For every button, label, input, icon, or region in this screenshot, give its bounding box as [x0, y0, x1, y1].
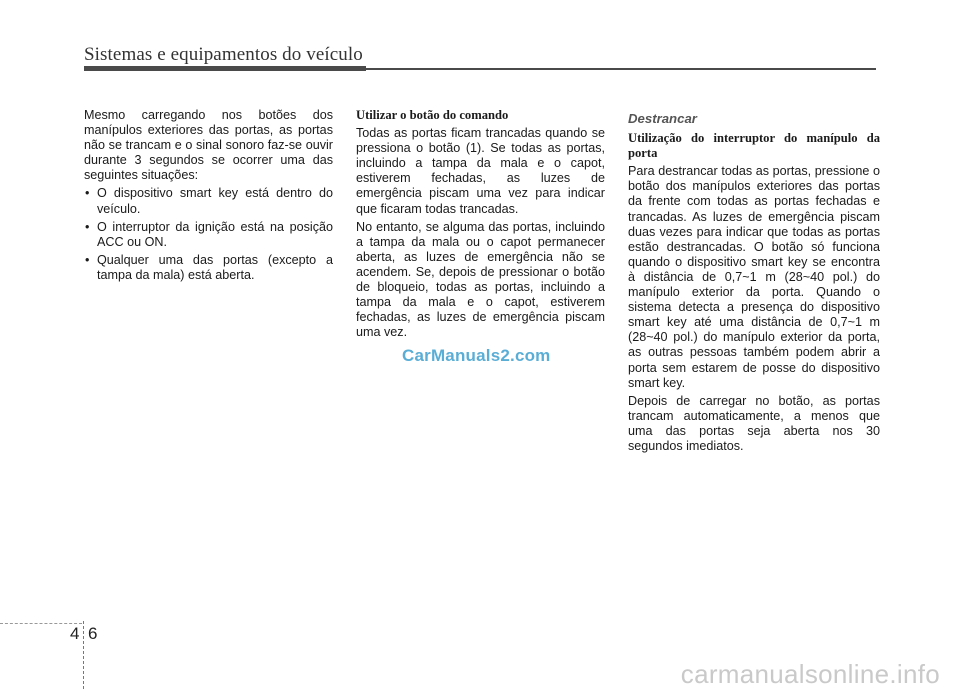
- paragraph: No entanto, se alguma das portas, incluindo a tampa da mala ou o capot permanecer aberta, as luzes de emergência não se acendem. Se, depois de pressionar o botão de bloqueio, todas as portas, incluindo a tampa da mala e o capot, estiverem fechadas, as luzes de emergência piscam uma vez.: [356, 219, 605, 340]
- column-right: [628, 111, 880, 457]
- conditions-list: [84, 186, 333, 283]
- page-number-divider: [83, 621, 84, 689]
- intro-paragraph: Mesmo carregando nos botões dos manípulos exteriores das portas, as portas não se trancam e o sinal sonoro faz-se ouvir durante 3 segundos se ocorrer uma das seguintes situações:: [84, 108, 333, 183]
- paragraph: Todas as portas ficam trancadas quando se pressiona o botão (1). Se todas as portas, incluindo a tampa da mala e o capot, estiverem fechadas, as luzes de emergência piscam uma vez para indicar que ficaram todas trancadas.: [356, 126, 605, 216]
- section-heading: Utilizar o botão do comando: [356, 108, 509, 122]
- header-rule-thin: [366, 68, 876, 70]
- section-heading: Utilização do interruptor do manípulo da porta: [628, 131, 880, 161]
- watermark-link[interactable]: CarManuals2.com: [402, 346, 551, 365]
- header-rule-thick: [84, 66, 366, 71]
- watermark-footer: carmanualsonline.info: [680, 659, 940, 689]
- list-item: • O interruptor da ignição está na posição ACC ou ON.: [84, 220, 333, 250]
- list-item: • O dispositivo smart key está dentro do veículo.: [84, 186, 333, 216]
- column-middle: [356, 108, 605, 343]
- paragraph: Depois de carregar no botão, as portas trancam automaticamente, a menos que uma das portas seja aberta nos 30 segundos imediatos.: [628, 393, 880, 453]
- paragraph: Para destrancar todas as portas, pressione o botão dos manípulos exteriores das portas da frente com todas as portas fechadas e trancadas. As luzes de emergência piscam duas vezes para indicar que todas as portas estão destrancadas. O botão só funciona quando o dispositivo smart key se encontra à distância de 0,7~1 m (28~40 pol.) do manípulo exterior da porta. Quando o sistema detecta a presença do dispositivo smart key até uma distância de 0,7~1 m (28~40 pol.) do manípulo exterior da porta, as outras pessoas também podem abrir a porta sem estarem de posse do dispositivo smart key.: [628, 164, 880, 390]
- list-item: • Qualquer uma das portas (excepto a tampa da mala) está aberta.: [84, 253, 333, 283]
- section-title: Destrancar: [628, 111, 697, 126]
- page-number: 6: [88, 624, 98, 643]
- chapter-number: 4: [70, 624, 80, 643]
- page-title: Sistemas e equipamentos do veículo: [84, 44, 363, 65]
- column-left: [84, 108, 333, 286]
